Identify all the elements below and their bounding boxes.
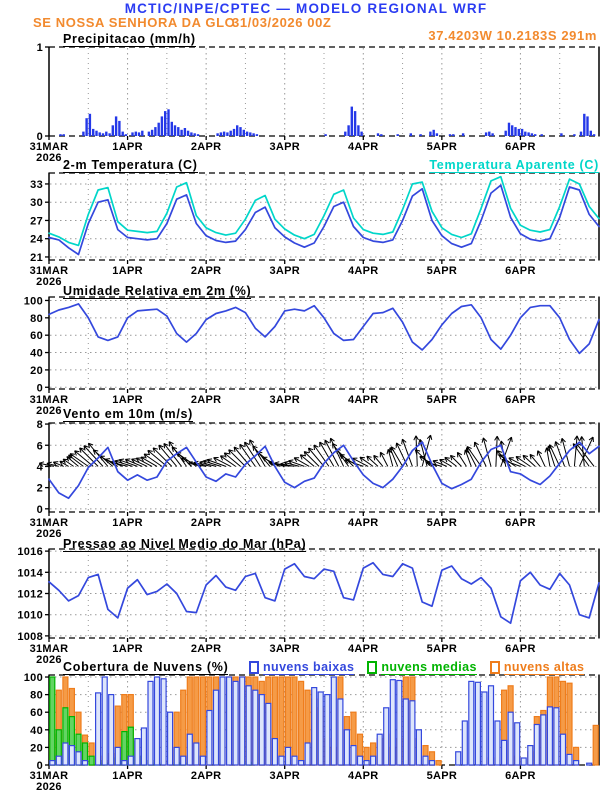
cloud-bar [390,680,395,765]
precip-bar [135,132,137,136]
precip-bar [180,130,182,136]
cloud-bar [547,707,552,765]
y-tick-label: 24 [30,233,43,246]
x-day-label: 2APR [190,770,222,782]
precip-bar [239,127,241,136]
x-day-label: 3APR [269,141,300,153]
cloud-bar [416,730,421,765]
x-day-label: 4APR [348,141,379,153]
cloud-legend [249,660,584,675]
precip-bar [347,125,349,136]
panel-title-wind: Vento em 10m (m/s) [63,407,194,421]
x-year-label: 2026 [36,528,62,540]
cloud-bar [423,756,428,765]
cloud-bar [227,677,232,765]
cloud-bar [561,734,566,765]
precip-bar [161,116,163,136]
precip-bar [485,132,487,136]
cloud-bar [534,725,539,766]
x-day-label: 31MAR [29,770,69,782]
precip-bar [125,134,127,136]
wind-arrow [523,455,535,466]
wind-arrow [530,454,540,466]
cloud-bar [63,743,68,765]
panel-1 [30,173,599,289]
x-day-label: 3APR [269,770,300,782]
cloud-bar [344,730,349,765]
y-tick-label: 8 [36,419,43,432]
cloud-bar [384,708,389,765]
precip-bar [138,132,140,136]
cloud-bar [554,708,559,765]
cloud-bar [246,686,251,765]
x-day-label: 1APR [112,265,143,277]
station-name: SE NOSSA SENHORA DA GLO [33,15,236,30]
cloud-bar [502,740,507,765]
precip-bar [380,134,382,136]
cloud-bar [305,743,310,765]
cloud-bar [272,739,277,765]
precip-bar [223,132,225,136]
wind-arrow [88,443,108,466]
cloud-bar [318,692,323,765]
y-tick-label: 1016 [17,546,43,559]
cloud-bar [155,677,160,765]
legend-label-mid-clouds: nuvens medias [381,660,477,674]
legend-item-high-clouds [490,660,585,675]
cloud-bar [528,746,533,765]
wind-vectors [36,435,594,467]
precip-bar [429,132,431,136]
x-day-label: 5APR [426,394,458,406]
x-day-label: 3APR [269,265,300,277]
precip-bar [85,118,87,136]
cloud-bar [233,681,238,765]
precip-bar [236,125,238,136]
wind-arrow [576,443,594,466]
precip-bar [82,132,84,136]
precip-bar [194,133,196,136]
wind-arrow [465,450,472,467]
y-tick-label: 30 [30,197,43,210]
y-tick-label: 1012 [17,588,43,601]
x-day-label: 3APR [269,643,300,655]
x-day-label: 4APR [348,770,379,782]
legend-label-high-clouds: nuvens altas [503,660,585,674]
y-tick-label: 60 [30,330,43,343]
legend-label-low-clouds: nuvens baixas [263,660,355,674]
x-day-label: 1APR [112,643,143,655]
panel-3 [30,419,599,540]
y-tick-label: 4 [36,461,43,474]
precipitation-bars [59,107,595,137]
precip-bar [344,132,346,136]
cloud-bar [508,712,513,765]
precip-bar [89,114,91,136]
x-day-label: 3APR [269,517,300,529]
high-clouds-swatch-icon [490,661,500,674]
x-day-label: 6APR [505,643,536,655]
precip-bar [122,132,124,136]
cloud-bar [200,677,205,765]
precip-bar [488,132,490,136]
y-tick-label: 0 [36,503,43,516]
x-day-label: 2APR [190,394,222,406]
x-day-label: 2APR [190,517,222,529]
x-day-label: 1APR [112,394,143,406]
precip-bar [452,134,454,136]
precip-bar [573,134,575,136]
precip-bar [226,132,228,136]
x-day-label: 4APR [348,517,379,529]
panel-title-clouds: Cobertura de Nuvens (%) [63,660,229,674]
precip-bar [252,133,254,136]
cloud-bar [515,723,520,765]
cloud-bar [299,681,304,765]
precip-bar [246,132,248,136]
cloud-bar [253,690,258,765]
y-tick-label: 2 [36,482,43,495]
x-day-label: 2APR [190,643,222,655]
precip-bar [148,132,150,136]
y-tick-label: 21 [30,251,43,264]
cloud-bar [89,756,94,765]
precip-bar [531,133,533,136]
x-day-label: 6APR [505,265,536,277]
y-tick-label: 0 [36,131,43,143]
precip-bar [108,133,110,136]
cloud-bar [331,677,336,765]
precip-bar [324,134,326,136]
precip-bar [164,111,166,136]
x-year-label: 2026 [36,654,62,666]
y-tick-label: 100 [23,295,43,308]
cloud-bar [96,693,101,765]
y-tick-label: 27 [30,215,43,228]
y-tick-label: 20 [30,364,43,377]
precip-bar [397,134,399,136]
cloud-bar [207,711,212,766]
x-day-label: 6APR [505,141,536,153]
precip-bar [580,132,582,136]
cloud-bar [141,728,146,765]
cloud-bar [194,743,199,765]
precip-bar [449,134,451,136]
mid-clouds-swatch-icon [367,661,377,674]
cloud-bar [279,677,284,765]
precip-bar [433,130,435,136]
cloud-bar [135,739,140,765]
precip-bar [197,134,199,136]
precip-bar [590,131,592,136]
cloud-bar [69,746,74,765]
cloud-bar [83,761,88,765]
precip-bar [59,134,61,136]
x-day-label: 31MAR [29,517,69,529]
cloud-bar [286,747,291,765]
cloud-bar [593,725,598,765]
precip-bar [256,134,258,136]
precip-bar [99,132,101,136]
x-day-label: 6APR [505,770,536,782]
station-coordinates: 37.4203W 10.2183S 291m [428,28,597,43]
x-year-label: 2026 [36,152,62,164]
x-day-label: 4APR [348,643,379,655]
cloud-bar [312,688,317,765]
precip-bar [184,128,186,136]
x-day-label: 1APR [112,770,143,782]
cloud-bar [462,721,467,765]
cloud-bar [338,699,343,765]
cloud-bar [430,761,435,765]
cloud-bar [469,681,474,765]
cloud-bar [521,758,526,765]
wind-arrow [450,455,461,466]
panel-title-temperature: 2-m Temperatura (C) [63,158,198,172]
x-day-label: 31MAR [29,394,69,406]
precip-bar [505,131,507,136]
cloud-bar [161,679,166,765]
cloud-bar [122,761,127,765]
precip-bar [63,134,65,136]
y-tick-label: 80 [30,312,43,325]
x-day-label: 31MAR [29,265,69,277]
cloud-bar [351,746,356,765]
cloud-bar [50,677,55,765]
precip-bar [95,131,97,136]
precip-bar [377,133,379,136]
x-day-label: 6APR [505,394,536,406]
panel-title-pressure: Pressao ao Nivel Medio do Mar (hPa) [63,537,307,551]
cloud-bar [279,756,284,765]
cloud-bar [266,703,271,765]
legend-item-mid-clouds [367,660,477,675]
precip-bar [521,129,523,136]
cloud-bar [109,695,114,765]
cloud-bar [495,721,500,765]
cloud-bar [181,690,186,765]
cloud-bar [403,699,408,765]
cloud-bar [410,701,415,765]
x-year-label: 2026 [36,405,62,417]
app-title: MCTIC/INPE/CPTEC — MODELO REGIONAL WRF [124,1,488,16]
cloud-bar [128,756,133,765]
cloud-bar [482,692,487,765]
legend-apparent-temperature: Temperatura Aparente (C) [429,158,599,172]
x-day-label: 31MAR [29,643,69,655]
x-day-label: 5APR [426,141,458,153]
precip-bar [177,127,179,136]
y-tick-label: 0 [36,760,43,772]
panel-2 [24,295,599,417]
cloud-bar [325,695,330,765]
y-tick-label: 20 [30,742,43,755]
wind-arrow [396,443,407,467]
cloud-bar [456,752,461,765]
cloud-bar [292,756,297,765]
precip-bar [243,130,245,136]
y-tick-label: 0 [36,382,43,395]
y-tick-label: 40 [30,347,43,360]
wind-arrow [367,456,378,466]
precip-bar [115,116,117,136]
precip-bar [112,125,114,136]
precip-bar [354,111,356,136]
cloud-bar [187,734,192,765]
cloud-bar [76,752,81,765]
panel-title-precipitation: Precipitacao (mm/h) [63,32,196,46]
cloud-bar [567,754,572,765]
precip-bar [220,132,222,136]
panel-0 [30,42,599,164]
run-datetime: 31/03/2026 00Z [232,15,332,30]
precip-bar [410,133,412,136]
wind-arrow [445,457,457,466]
cloud-bar [489,686,494,765]
precip-bar [105,132,107,136]
x-year-label: 2026 [36,781,62,792]
x-day-label: 5APR [426,770,458,782]
cloud-bar [475,682,480,765]
cloud-bar [200,756,205,765]
precip-bar [583,114,585,136]
precip-bar [462,133,464,136]
panel-4 [17,546,599,666]
cloud-bar [148,681,153,765]
x-year-label: 2026 [36,276,62,288]
precip-bar [102,133,104,136]
cloud-bar [240,677,245,765]
cloud-bar [541,715,546,765]
cloud-bar [220,677,225,765]
precip-bar [118,121,120,136]
y-tick-label: 1014 [17,567,43,580]
x-day-label: 5APR [426,265,458,277]
precip-bar [187,131,189,136]
series-line-1 [49,177,599,246]
cloud-bar [259,695,264,765]
precip-bar [167,109,169,136]
precip-bar [511,125,513,136]
cloud-bar [371,756,376,765]
precip-bar [131,132,133,136]
precip-bar [586,116,588,136]
precip-bar [560,133,562,136]
precip-bar [508,123,510,136]
precip-bar [190,132,192,136]
precip-bar [541,134,543,136]
y-tick-label: 60 [30,707,43,720]
cloud-bar [567,683,572,765]
precip-bar [436,133,438,136]
x-day-label: 4APR [348,265,379,277]
precip-bar [174,125,176,136]
precip-bar [158,123,160,136]
cloud-bar [122,732,127,765]
y-tick-label: 6 [36,440,43,453]
cloud-bar [115,747,120,765]
x-day-label: 5APR [426,643,458,655]
cloud-bar [292,677,297,765]
precip-bar [151,130,153,136]
cloud-bar [181,756,186,765]
cloud-bar [50,761,55,765]
cloud-bar [587,763,592,765]
precip-bar [230,131,232,136]
panel-title-humidity: Umidade Relativa em 2m (%) [63,284,252,298]
y-tick-label: 1008 [17,630,43,643]
precip-bar [171,122,173,136]
precip-bar [360,132,362,136]
y-tick-label: 40 [30,724,43,737]
y-tick-label: 1 [36,42,43,54]
precip-bar [524,132,526,136]
x-day-label: 1APR [112,141,143,153]
cloud-bar [102,677,107,765]
cloud-bar [174,747,179,765]
precip-bar [249,132,251,136]
precip-bar [216,133,218,136]
precip-bar [518,129,520,136]
precip-bar [593,134,595,136]
precip-bar [92,129,94,136]
legend-item-low-clouds [249,660,354,675]
x-day-label: 1APR [112,517,143,529]
cloud-bar [436,761,441,765]
cloud-bar [168,712,173,765]
precip-bar [351,107,353,136]
wind-arrow [374,455,383,466]
x-day-label: 3APR [269,394,300,406]
y-tick-label: 80 [30,689,43,702]
precip-bar [534,134,536,136]
precip-bar [154,127,156,136]
cloud-bar [56,756,61,765]
precip-bar [233,129,235,136]
precip-bar [514,127,516,136]
x-day-label: 4APR [348,394,379,406]
cloud-bar [377,734,382,765]
y-tick-label: 33 [30,178,43,191]
cloud-bar [574,761,579,765]
x-day-label: 6APR [505,517,536,529]
precip-bar [141,131,143,136]
precip-bar [527,132,529,136]
cloud-bar [397,681,402,766]
y-tick-label: 100 [23,672,43,685]
cloud-bar [364,761,369,765]
x-day-label: 31MAR [29,141,69,153]
x-day-label: 2APR [190,141,222,153]
cloud-bar [299,761,304,765]
low-clouds-swatch-icon [249,661,259,674]
x-day-label: 2APR [190,265,222,277]
x-day-label: 5APR [426,517,458,529]
y-tick-label: 1010 [17,609,43,622]
precip-bar [419,134,421,136]
panel-5 [24,672,599,792]
cloud-bar [358,756,363,765]
cloud-bar [214,690,219,765]
precip-bar [357,125,359,136]
precip-bar [491,133,493,136]
